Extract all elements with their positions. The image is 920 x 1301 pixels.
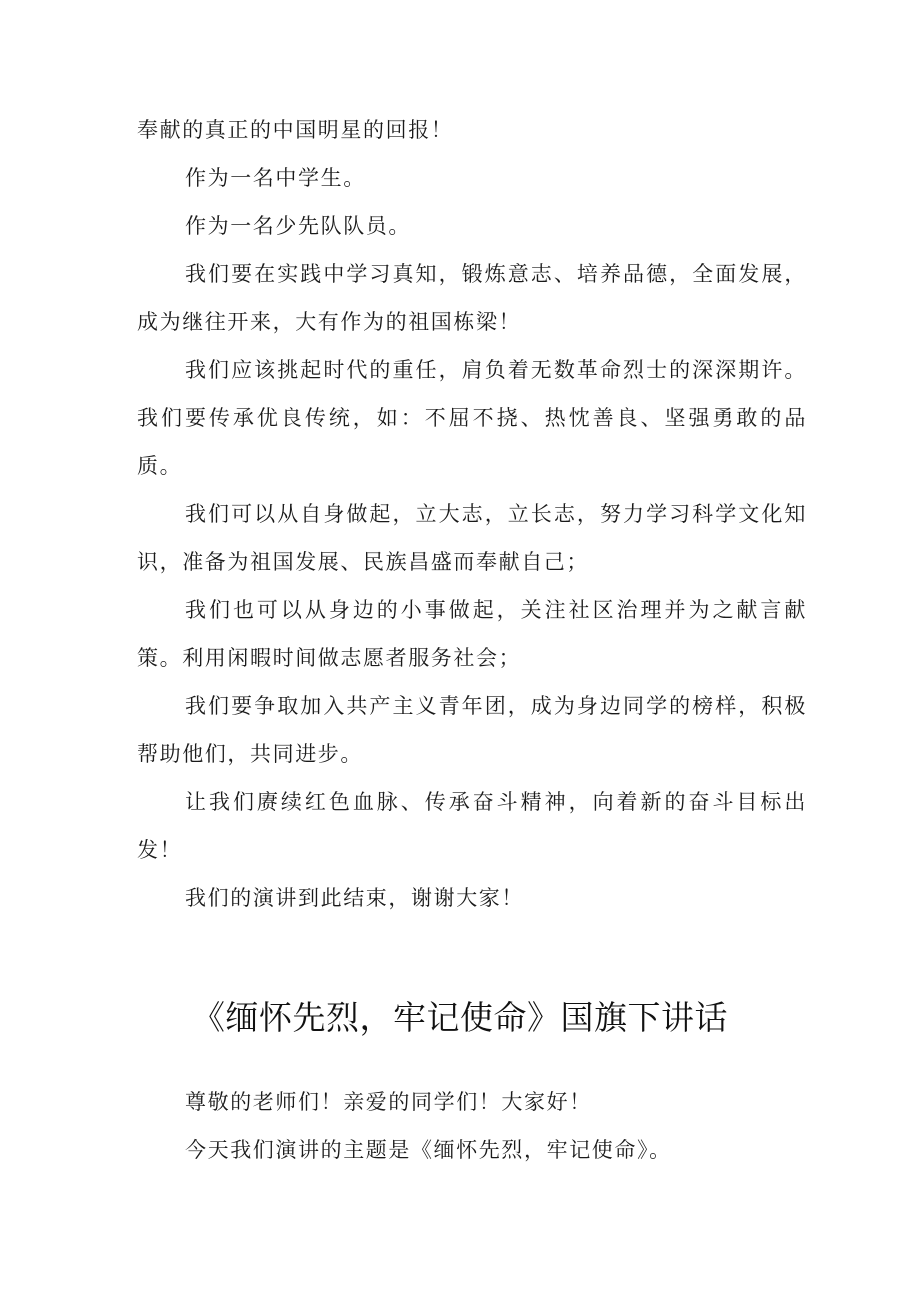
paragraph: 我们要在实践中学习真知，锻炼意志、培养品德，全面发展，成为继往开来，大有作为的祖国栋梁！: [137, 262, 807, 334]
paragraph: 作为一名少先队队员。: [185, 214, 411, 238]
paragraph: 我们要争取加入共产主义青年团，成为身边同学的榜样，积极帮助他们，共同进步。: [137, 694, 807, 766]
topic-paragraph: 今天我们演讲的主题是《缅怀先烈，牢记使命》。: [185, 1138, 672, 1162]
paragraph: 我们应该挑起时代的重任，肩负着无数革命烈士的深深期许。我们要传承优良传统，如：不屈不挠、热忱善良、坚强勇敢的品质。: [137, 358, 807, 478]
section-title: 《缅怀先烈，牢记使命》国旗下讲话: [192, 998, 728, 1037]
paragraph-continued: 奉献的真正的中国明星的回报！: [137, 118, 454, 142]
paragraph: 我们也可以从身边的小事做起，关注社区治理并为之献言献策。利用闲暇时间做志愿者服务社会；: [137, 598, 807, 670]
greeting-paragraph: 尊敬的老师们！亲爱的同学们！大家好！: [185, 1090, 592, 1114]
paragraph: 让我们赓续红色血脉、传承奋斗精神，向着新的奋斗目标出发！: [137, 790, 807, 862]
paragraph: 我们可以从自身做起，立大志，立长志，努力学习科学文化知识，准备为祖国发展、民族昌盛而奉献自己；: [137, 502, 807, 574]
paragraph-closing: 我们的演讲到此结束，谢谢大家！: [185, 886, 524, 910]
paragraph: 作为一名中学生。: [185, 166, 366, 190]
